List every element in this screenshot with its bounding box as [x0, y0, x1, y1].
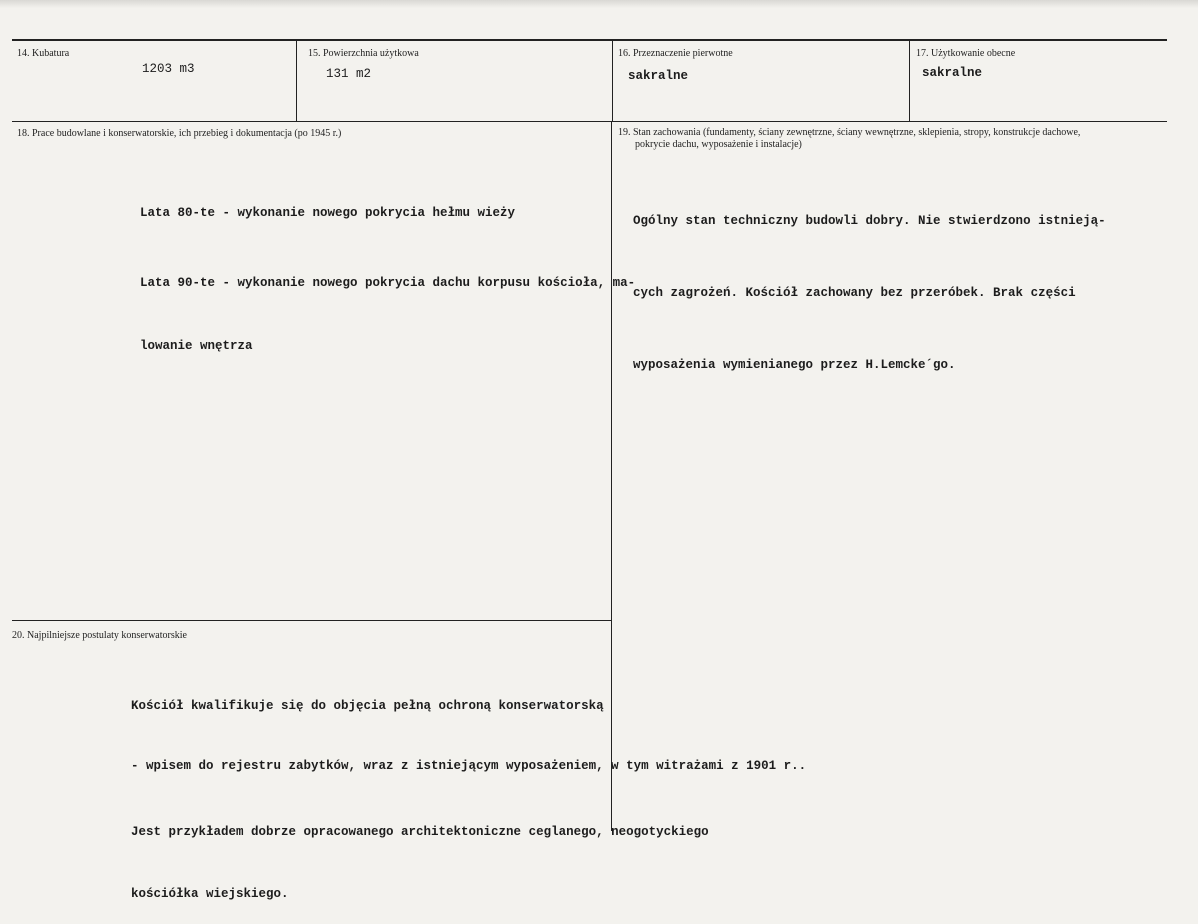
stan-line-2: cych zagrożeń. Kościół zachowany bez przeróbek. Brak części [633, 286, 1076, 300]
prace-line-3: lowanie wnętrza [140, 339, 253, 353]
row1-divider-1 [296, 40, 297, 122]
stan-line-3: wyposażenia wymienianego przez H.Lemcke´go. [633, 358, 956, 372]
powierzchnia-value: 131 m2 [326, 67, 372, 81]
postulaty-label: 20. Najpilniejsze postulaty konserwatorskie [12, 630, 187, 641]
postulaty-line-3: Jest przykładem dobrze opracowanego architektoniczne ceglanego, neogotyckiego [131, 825, 709, 839]
postulaty-line-4: kościółka wiejskiego. [131, 887, 289, 901]
powierzchnia-label: 15. Powierzchnia użytkowa [308, 48, 419, 59]
row1-divider-2 [612, 40, 613, 122]
przeznaczenie-value: sakralne [628, 69, 689, 83]
row1-bottom-rule [12, 121, 1167, 122]
row1-divider-3 [909, 40, 910, 122]
section20-top-rule [12, 620, 612, 621]
postulaty-line-2: - wpisem do rejestru zabytków, wraz z istniejącym wyposażeniem, w tym witrażami z 1901 r.. [131, 759, 807, 773]
stan-text [633, 161, 1106, 401]
stan-line-1: Ogólny stan techniczny budowli dobry. Nie stwierdzono istnieją- [633, 214, 1106, 228]
stan-label-1: 19. Stan zachowania (fundamenty, ściany zewnętrzne, ściany wewnętrzne, sklepienia, stropy, konstrukcje dachowe, [618, 127, 1081, 138]
kubatura-value: 1203 m3 [142, 62, 195, 76]
stan-label-2: pokrycie dachu, wyposażenie i instalacje) [635, 139, 802, 150]
postulaty-text [131, 656, 806, 924]
uzytkowanie-value: sakralne [922, 66, 983, 80]
scan-edge [0, 0, 1198, 8]
prace-line-1: Lata 80-te - wykonanie nowego pokrycia hełmu wieży [140, 206, 516, 220]
prace-label: 18. Prace budowlane i konserwatorskie, ich przebieg i dokumentacja (po 1945 r.) [17, 128, 342, 139]
kubatura-label: 14. Kubatura [17, 48, 70, 59]
uzytkowanie-label: 17. Użytkowanie obecne [916, 48, 1016, 59]
prace-line-2: Lata 90-te - wykonanie nowego pokrycia dachu korpusu kościoła, ma- [140, 276, 636, 290]
postulaty-line-1: Kościół kwalifikuje się do objęcia pełną ochroną konserwatorską [131, 699, 604, 713]
prace-text [140, 156, 635, 381]
top-rule [12, 39, 1167, 41]
przeznaczenie-label: 16. Przeznaczenie pierwotne [618, 48, 733, 59]
